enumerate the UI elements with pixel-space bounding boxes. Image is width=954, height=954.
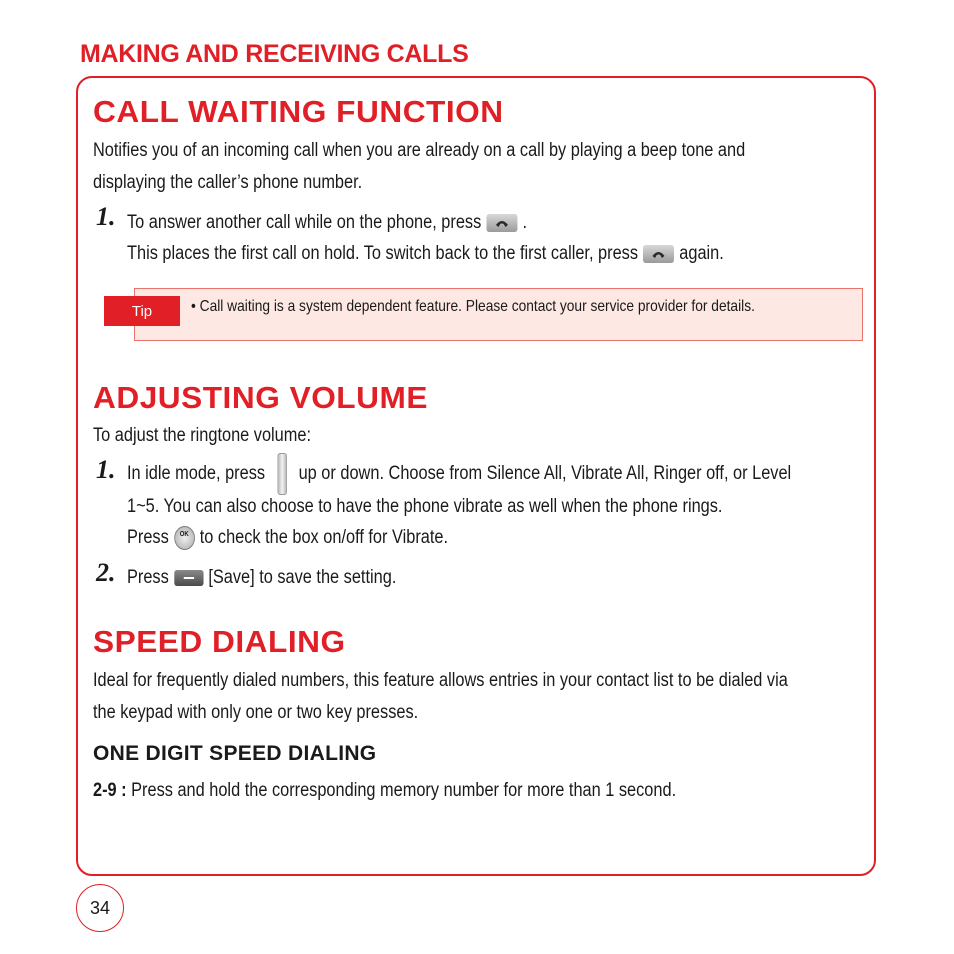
- call-waiting-intro-line1: Notifies you of an incoming call when you are already on a call by playing a beep tone and: [93, 140, 746, 161]
- one-digit-speed-dialing-title: ONE DIGIT SPEED DIALING: [93, 742, 377, 765]
- ok-key-label: OK: [179, 531, 189, 538]
- call-waiting-intro-line2: displaying the caller’s phone number.: [93, 172, 363, 193]
- speed-dialing-item: [93, 775, 676, 807]
- speed-dialing-intro-line1: Ideal for frequently dialed numbers, this feature allows entries in your contact list to be dialed via: [93, 670, 788, 691]
- side-volume-key-icon: [277, 453, 286, 495]
- ok-key-icon: [174, 526, 195, 550]
- call-waiting-title: CALL WAITING FUNCTION: [93, 94, 504, 129]
- speed-dialing-title: SPEED DIALING: [93, 624, 346, 659]
- call-waiting-step1-number: 1.: [96, 202, 116, 231]
- adjusting-volume-intro: To adjust the ringtone volume:: [93, 425, 312, 446]
- speed-dialing-item-text: Press and hold the corresponding memory number for more than 1 second.: [131, 780, 677, 801]
- call-waiting-step1-line1: [127, 207, 527, 239]
- adjusting-volume-step1-line3: [127, 522, 448, 554]
- soft-key-icon: [174, 570, 203, 586]
- tip-label: Tip: [104, 296, 180, 326]
- adjusting-volume-step1-line2: 1~5. You can also choose to have the phone vibrate as well when the phone rings.: [127, 496, 723, 517]
- send-key-icon: [643, 245, 674, 263]
- adjusting-volume-press-text: Press: [127, 527, 169, 548]
- speed-dialing-intro-line2: the keypad with only one or two key presses.: [93, 702, 419, 723]
- adjusting-volume-step2-press: Press: [127, 567, 169, 588]
- adjusting-volume-step1-number: 1.: [96, 455, 116, 484]
- call-waiting-step1-hold-text: This places the first call on hold. To switch back to the first caller, press: [127, 243, 639, 264]
- adjusting-volume-vibrate-text: to check the box on/off for Vibrate.: [199, 527, 449, 548]
- speed-dialing-item-label: 2-9 :: [93, 780, 127, 801]
- tip-text: • Call waiting is a system dependent feature. Please contact your service provider for details.: [191, 298, 755, 315]
- call-waiting-step1-period: .: [522, 212, 528, 233]
- section-header: MAKING AND RECEIVING CALLS: [80, 40, 469, 68]
- adjusting-volume-step1-options: up or down. Choose from Silence All, Vibrate All, Ringer off, or Level: [298, 463, 792, 484]
- call-waiting-step1-line2: [127, 238, 724, 270]
- page-number: 34: [76, 884, 124, 932]
- adjusting-volume-step1-text: In idle mode, press: [127, 463, 266, 484]
- adjusting-volume-step2-number: 2.: [96, 558, 116, 587]
- adjusting-volume-step2-save: [Save] to save the setting.: [208, 567, 397, 588]
- adjusting-volume-step2-line: [127, 562, 396, 594]
- call-waiting-step1-again: again.: [679, 243, 724, 264]
- adjusting-volume-step1-line1: [127, 452, 791, 496]
- call-waiting-step1-text: To answer another call while on the phone, press: [127, 212, 482, 233]
- send-key-icon: [486, 214, 517, 232]
- adjusting-volume-title: ADJUSTING VOLUME: [93, 380, 428, 415]
